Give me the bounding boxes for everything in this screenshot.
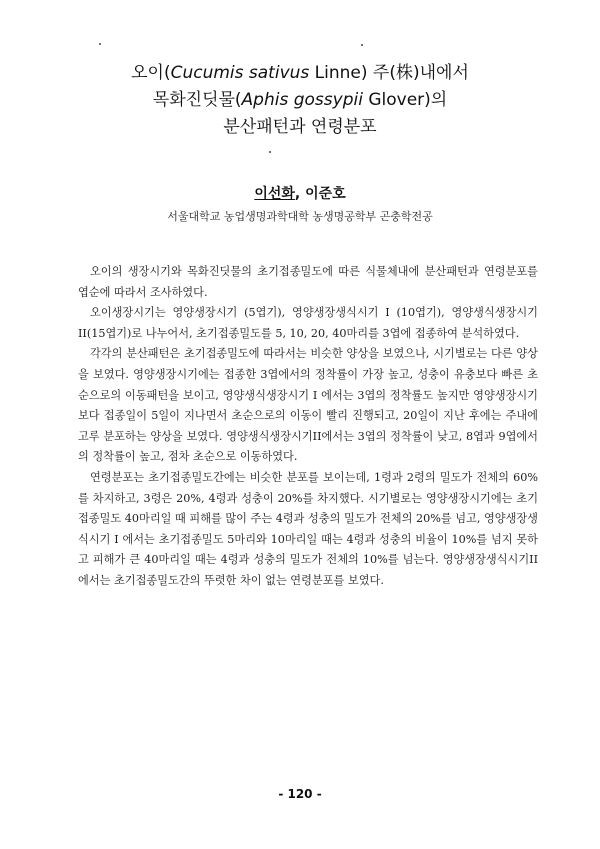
abstract-paragraph: 각각의 분산패턴은 초기접종밀도에 따라서는 비슷한 양상을 보였으나, 시기별로는 다른 양상을 보였다. 영양생장시기에는 접종한 3엽에서의 정착률이 가장 높고, 성충이 유충보다 빠른 초순으로의 이동패턴을 보이고, 영양생식생장시기 I 에서는 3엽의 정착률도 높지만 영양생장시기보다 접종일이 5일이 지나면서 초순으로의 이동이 빨리 진행되고, 20일이 지난 후에는 주내에 고루 분포하는 양상을 보였다. 영양생식생장시기II에서는 3엽의 정착률이 낮고, 8엽과 9엽에서의 정착률이 높고, 점차 초순으로 이동하였다.: [78, 347, 538, 464]
scientific-name: Cucumis sativus: [170, 63, 310, 83]
author-list: [100, 183, 500, 203]
title-text: Glover)의: [362, 90, 448, 110]
scan-speck: [99, 43, 101, 45]
scientific-name: Aphis gossypii: [241, 90, 363, 110]
affiliation: 서울대학교 농업생명과학대학 농생명공학부 곤충학전공: [167, 210, 433, 223]
title-line-1: [60, 60, 540, 87]
title-text: Linne) 주(株)내에서: [309, 63, 469, 83]
title-text: 목화진딧물(: [152, 90, 242, 110]
abstract-paragraph: 오이의 생장시기와 목화진딧물의 초기접종밀도에 따른 식물체내에 분산패턴과 연령분포를 엽순에 따라서 조사하였다.: [78, 265, 538, 299]
co-author: 이준호: [305, 186, 346, 202]
abstract-body: [78, 262, 538, 592]
page-number: - 120 -: [278, 787, 322, 801]
scan-speck: [269, 151, 271, 153]
title-text: 오이(: [131, 63, 171, 83]
scan-speck: [361, 44, 363, 46]
abstract-paragraph: 연령분포는 초기접종밀도간에는 비슷한 분포를 보이는데, 1령과 2령의 밀도가 전체의 60%를 차지하고, 3령은 20%, 4령과 성충이 20%를 차지했다. 시기별로는 영양생장시기에는 초기접종밀도 40마리일 때 피해를 많이 주는 4령과 성충의 밀도가 전체의 20%를 넘고, 영양생장생식시기 I 에서는 초기접종밀도 5마리와 10마리일 때는 4령과 성충의 비율이 10%를 넘지 못하고 피해가 큰 40마리일 때는 4령과 성충의 밀도가 전체의 10%를 넘는다. 영양생장생식시기II에서는 초기접종밀도간의 뚜렷한 차이 없는 연령분포를 보였다.: [78, 470, 538, 587]
presenting-author: 이선화: [254, 186, 295, 202]
title-line-3: 분산패턴과 연령분포: [223, 117, 377, 137]
author-separator: ,: [294, 186, 306, 202]
paper-title: [60, 60, 540, 141]
abstract-paragraph: 오이생장시기는 영양생장시기 (5엽기), 영양생장생식시기 I (10엽기), 영양생식생장시기II(15엽기)로 나누어서, 초기접종밀도를 5, 10, 20, 40마리를 3엽에 접종하여 분석하였다.: [78, 306, 538, 340]
title-line-2: [60, 87, 540, 114]
